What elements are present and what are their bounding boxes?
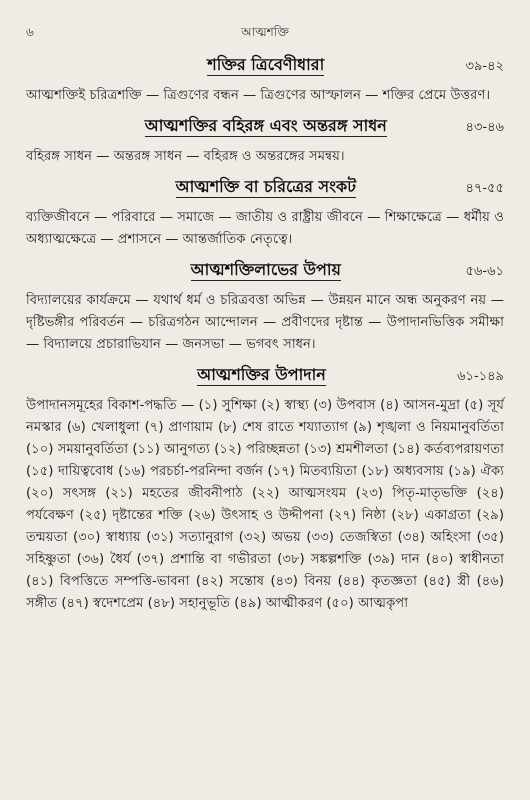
section-summary: বহিরঙ্গ সাধন — অন্তরঙ্গ সাধন — বহিরঙ্গ ও অন্তরঙ্গের সমন্বয়। — [26, 149, 345, 164]
running-header — [26, 24, 504, 46]
section-summary: উপাদানসমূহের বিকাশ-পদ্ধতি — (১) সুশিক্ষা (২) স্বাস্থ্য (৩) উপবাস (৪) আসন-মুদ্রা (৫) সূর্য নমস্কার (৬) খেলাধুলা (৭) প্রাণায়াম (৮) শেষ রাতে শয্যাত্যাগ (৯) শৃঙ্খলা ও নিয়মানুবর্তিতা (১০) সময়ানুবর্তিতা (১১) আনুগত্য (১২) পরিচ্ছন্নতা (১৩) শ্রমশীলতা (১৪) কর্তব্যপরায়ণতা (১৫) দায়িত্ববোধ (১৬) পরচর্চা-পরনিন্দা বর্জন (১৭) মিতব্যয়িতা (১৮) অধ্যবসায় (১৯) ঐক্য (২০) সৎসঙ্গ (২১) মহতের জীবনীপাঠ (২২) আত্মসংযম (২৩) পিতৃ-মাতৃভক্তি (২৪) পর্যবেক্ষণ (২৫) দৃষ্টান্তের শক্তি (২৬) উৎসাহ ও উদ্দীপনা (২৭) নিষ্ঠা (২৮) একাগ্রতা (২৯) তন্ময়তা (৩০) স্বাধ্যায় (৩১) সত্যানুরাগ (৩২) অভয় (৩৩) তেজস্বিতা (৩৪) অহিংসা (৩৫) সহিষ্ণুতা (৩৬) ধৈর্য (৩৭) প্রশান্তি বা গভীরতা (৩৮) সঙ্কল্পশক্তি (৩৯) দান (৪০) স্বাধীনতা (৪১) বিপত্তিতে সম্পত্তি-ভাবনা (৪২) সন্তোষ (৪৩) বিনয় (৪৪) কৃতজ্ঞতা (৪৫) স্ত্রী (৪৬) সঙ্গীত (৪৭) স্বদেশপ্রেম (৪৮) সহানুভূতি (৪৯) আত্মীকরণ (৫০) আত্মকৃপা — [26, 398, 504, 611]
section-summary: বিদ্যালয়ের কার্যক্রমে — যথার্থ ধর্ম ও চরিত্রবত্তা অভিন্ন — উন্নয়ন মানে অন্ধ অনুকরণ নয় — দৃষ্টিভঙ্গীর পরিবর্তন — চরিত্রগঠন আন্দোলন — প্রবীণদের দৃষ্টান্ত — উপাদানভিত্তিক সমীক্ষা — বিদ্যালয়ে প্রচারাভিযান — জনসভা — ভগবৎ সাধন। — [26, 293, 504, 352]
toc-section — [26, 362, 504, 615]
section-page-range: ৫৬-৬১ — [465, 264, 504, 279]
section-title: আত্মশক্তিলাভের উপায় — [190, 260, 341, 279]
section-title: আত্মশক্তির উপাদান — [197, 365, 326, 384]
section-heading — [26, 257, 504, 284]
section-summary: ব্যক্তিজীবনে — পরিবারে — সমাজে — জাতীয় ও রাষ্ট্রীয় জীবনে — শিক্ষাক্ষেত্রে — ধর্মীয় ও অধ্যাত্মক্ষেত্রে — প্রশাসনে — আন্তর্জাতিক নেতৃত্বে। — [26, 210, 504, 247]
section-page-range: ৬১-১৪৯ — [457, 369, 504, 384]
running-title: আত্মশক্তি — [241, 25, 289, 39]
section-heading — [26, 174, 504, 201]
section-heading — [26, 362, 504, 389]
page-number: ৬ — [26, 25, 34, 39]
section-title: আত্মশক্তির বহিরঙ্গ এবং অন্তরঙ্গ সাধন — [144, 116, 387, 135]
section-page-range: ৩৯-৪২ — [465, 59, 504, 74]
section-title: আত্মশক্তি বা চরিত্রের সংকট — [175, 177, 356, 196]
section-summary: আত্মশক্তিই চরিত্রশক্তি — ত্রিগুণের বন্ধন — ত্রিগুণের আস্ফালন — শক্তির প্রেমে উত্তরণ। — [26, 88, 491, 103]
toc-section — [26, 257, 504, 356]
toc-section — [26, 174, 504, 251]
section-title: শক্তির ত্রিবেণীধারা — [207, 55, 325, 74]
section-heading — [26, 113, 504, 140]
section-heading — [26, 52, 504, 79]
section-page-range: ৪৭-৫৫ — [465, 181, 504, 196]
toc-section — [26, 113, 504, 168]
section-page-range: ৪৩-৪৬ — [465, 120, 504, 135]
toc-section — [26, 52, 504, 107]
